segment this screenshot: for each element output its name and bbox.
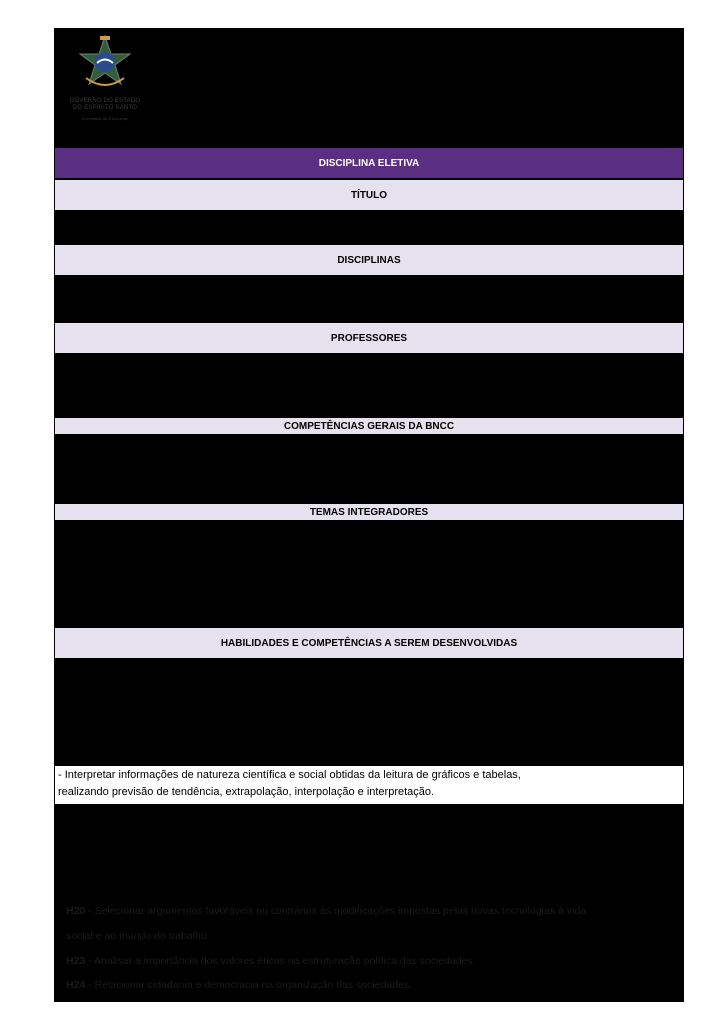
teachers-band: PROFESSORES (55, 323, 683, 353)
competencies-band: COMPETÊNCIAS GERAIS DA BNCC (55, 418, 683, 434)
habilidade-text: - Analisar a importância dos valores éticos na estruturação política das sociedades. (85, 955, 476, 967)
habilidade-code: H24 (66, 979, 86, 991)
logo-text-line-2: DO ESPÍRITO SANTO (72, 105, 138, 111)
logo-text-line-3: Secretaria da Educação (81, 116, 129, 121)
state-logo (64, 34, 146, 132)
habilidade-h20-continuation: social e ao mundo do trabalho. (66, 930, 210, 942)
header-band: DISCIPLINA ELETIVA (55, 148, 683, 178)
logo-text-line-1: GOVERNO DO ESTADO (69, 98, 141, 104)
habilidade-text: - Selecionar argumentos favoráveis ou contrários às modificações impostas pelas novas tecnologias à vida (85, 905, 587, 917)
habilidade-h20 (66, 904, 678, 918)
skills-text-line-1: - Interpretar informações de natureza científica e social obtidas da leitura de gráficos e tabelas, (58, 769, 521, 781)
document-page (54, 28, 684, 1002)
coat-of-arms-icon (78, 34, 132, 94)
skills-band: HABILIDADES E COMPETÊNCIAS A SEREM DESENVOLVIDAS (55, 628, 683, 658)
habilidade-h24 (66, 978, 678, 992)
habilidade-text: - Relacionar cidadania e democracia na organização das sociedades. (85, 979, 413, 991)
habilidade-h23 (66, 954, 678, 968)
habilidade-code: H20 (66, 905, 86, 917)
disciplines-band: DISCIPLINAS (55, 245, 683, 275)
skills-text-box (55, 766, 683, 804)
title-band: TÍTULO (55, 180, 683, 210)
skills-text-line-2: realizando previsão de tendência, extrapolação, interpolação e interpretação. (58, 786, 435, 798)
habilidade-code: H23 (66, 955, 86, 967)
themes-band: TEMAS INTEGRADORES (55, 504, 683, 520)
